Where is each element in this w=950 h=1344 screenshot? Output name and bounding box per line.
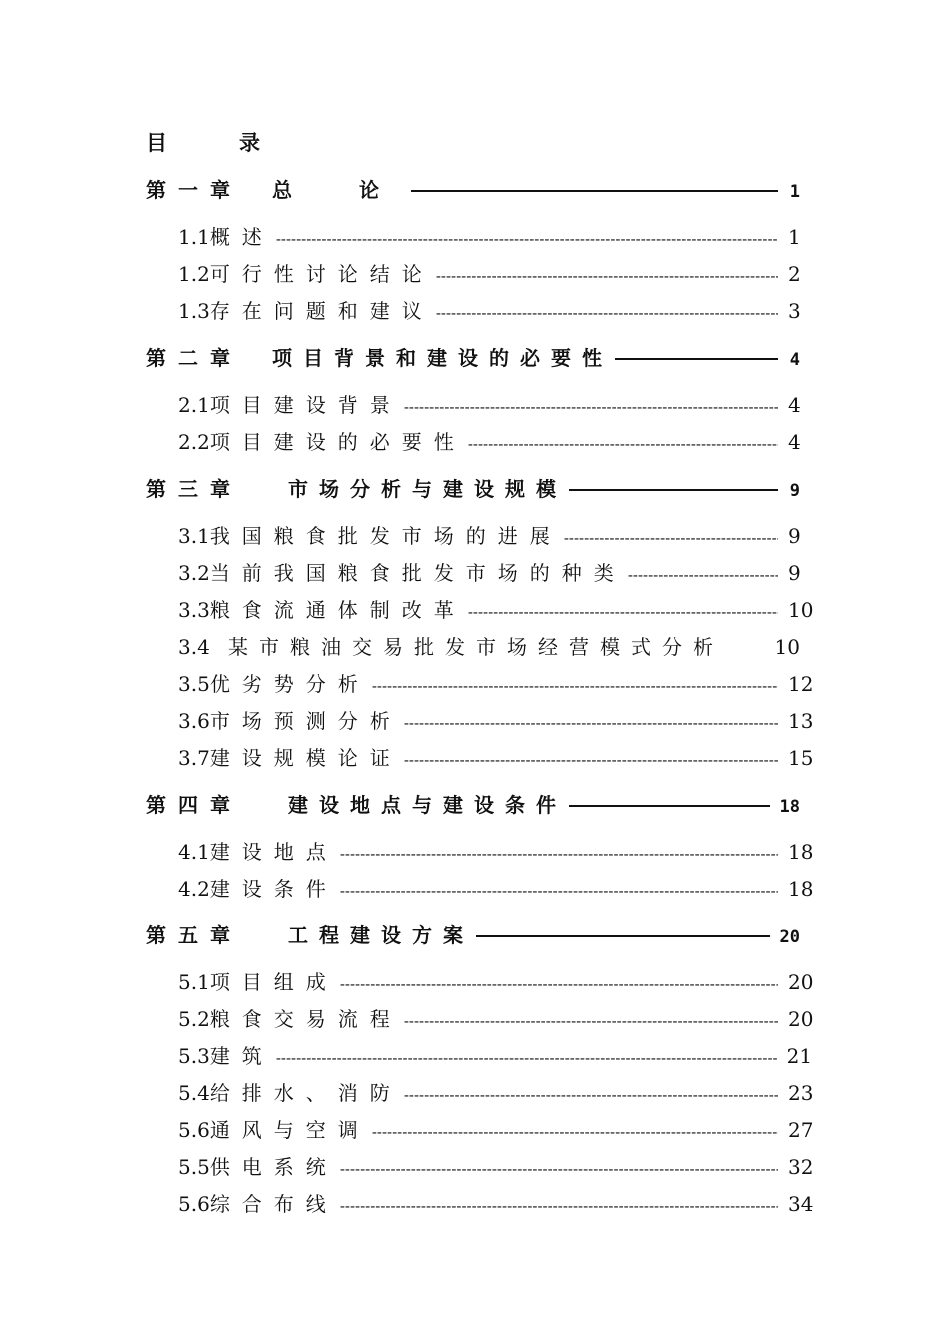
page-number: 2 (788, 262, 801, 286)
leader-line (476, 935, 770, 937)
section-number: 3.2 (178, 561, 210, 585)
section-number: 2.2 (178, 430, 210, 454)
toc-section-3-6[interactable] (178, 706, 814, 736)
toc-section-5-6[interactable] (178, 1189, 814, 1219)
leader-dots (436, 259, 778, 291)
chapter-label: 第一章 (146, 178, 242, 202)
page-number: 10 (774, 635, 800, 659)
page-number: 20 (788, 970, 814, 994)
section-number: 5.3 (178, 1044, 210, 1068)
page-number: 9 (789, 481, 800, 501)
page-number: 32 (788, 1155, 814, 1179)
section-title: 粮食交易流程 (209, 1007, 402, 1031)
toc-section-3-7[interactable] (178, 743, 814, 773)
leader-dots (404, 743, 778, 775)
toc-section-3-4[interactable] (178, 632, 800, 662)
page-number: 12 (788, 672, 814, 696)
leader-dots (468, 427, 778, 459)
toc-section-1-1[interactable] (178, 222, 800, 252)
leader-dots (404, 1004, 778, 1036)
chapter-title: 项目背景和建设的必要性 (272, 346, 613, 370)
leader-line (569, 489, 778, 491)
leader-dots (340, 874, 778, 906)
toc-chapter-4[interactable] (146, 790, 800, 820)
section-title: 存在问题和建议 (209, 299, 434, 323)
chapter-title: 建设地点与建设条件 (288, 793, 567, 817)
leader-dots (372, 669, 778, 701)
section-number: 3.4 (178, 635, 210, 659)
toc-chapter-1[interactable] (146, 175, 800, 205)
section-number: 4.1 (178, 840, 210, 864)
chapter-label: 第二章 (146, 346, 242, 370)
leader-dots (276, 1041, 777, 1073)
toc-section-5-1[interactable] (178, 967, 814, 997)
toc-section-5-5b[interactable] (178, 1152, 814, 1182)
toc-section-3-3[interactable] (178, 595, 814, 625)
section-number: 5.6 (178, 1118, 210, 1142)
section-title: 建筑 (209, 1044, 274, 1068)
toc-section-3-5[interactable] (178, 669, 814, 699)
page-number: 20 (788, 1007, 814, 1031)
leader-dots (628, 558, 778, 590)
page-number: 18 (788, 877, 814, 901)
page-number: 1 (788, 225, 801, 249)
leader-dots (276, 222, 778, 254)
toc-chapter-5[interactable] (146, 920, 800, 950)
section-title: 给排水、消防 (209, 1081, 402, 1105)
leader-line (569, 805, 770, 807)
toc-section-2-1[interactable] (178, 390, 800, 420)
section-title: 我国粮食批发市场的进展 (209, 524, 562, 548)
section-title: 粮食流通体制改革 (209, 598, 466, 622)
section-number: 2.1 (178, 393, 210, 417)
section-title: 当前我国粮食批发市场的种类 (209, 561, 626, 585)
leader-dots (468, 595, 778, 627)
toc-section-2-2[interactable] (178, 427, 800, 457)
section-title: 供电系统 (209, 1155, 338, 1179)
chapter-title: 市场分析与建设规模 (288, 477, 567, 501)
leader-line (411, 190, 778, 192)
section-number: 5.2 (178, 1007, 210, 1031)
leader-dots (340, 837, 778, 869)
toc-chapter-2[interactable] (146, 343, 800, 373)
section-number: 3.6 (178, 709, 210, 733)
chapter-title: 总 论 (272, 178, 409, 202)
section-title: 项目建设背景 (209, 393, 402, 417)
leader-dots (340, 1152, 778, 1184)
toc-section-3-2[interactable] (178, 558, 800, 588)
page-number: 23 (788, 1081, 814, 1105)
leader-dots (372, 1115, 778, 1147)
page-number: 4 (789, 350, 800, 370)
section-title: 项目建设的必要性 (209, 430, 466, 454)
section-number: 1.1 (178, 225, 210, 249)
leader-dots (340, 967, 778, 999)
chapter-label: 第三章 (146, 477, 242, 501)
page-number: 15 (788, 746, 814, 770)
section-title: 优劣势分析 (209, 672, 370, 696)
page-number: 4 (788, 430, 801, 454)
section-number: 3.1 (178, 524, 210, 548)
leader-dots (436, 296, 778, 328)
section-title: 综合布线 (209, 1192, 338, 1216)
section-number: 5.1 (178, 970, 210, 994)
leader-line (615, 358, 778, 360)
chapter-title: 工程建设方案 (288, 923, 474, 947)
leader-dots (404, 1078, 778, 1110)
toc-section-1-3[interactable] (178, 296, 800, 326)
leader-dots (564, 521, 778, 553)
toc-title: 目录 (146, 130, 332, 155)
leader-dots (404, 706, 778, 738)
page-number: 1 (789, 182, 800, 202)
section-title: 概述 (209, 225, 274, 249)
toc-section-4-2[interactable] (178, 874, 814, 904)
toc-section-5-2[interactable] (178, 1004, 814, 1034)
section-number: 4.2 (178, 877, 210, 901)
chapter-label: 第四章 (146, 793, 242, 817)
section-number: 1.3 (178, 299, 210, 323)
section-number: 5.6 (178, 1192, 210, 1216)
page-number: 21 (786, 1044, 813, 1068)
section-number: 1.2 (178, 262, 210, 286)
section-title: 建设地点 (209, 840, 338, 864)
page-number: 13 (788, 709, 814, 733)
page-number: 4 (788, 393, 801, 417)
section-number: 3.5 (178, 672, 210, 696)
toc-section-4-1[interactable] (178, 837, 814, 867)
section-title: 某市粮油交易批发市场经营模式分析 (228, 635, 724, 659)
section-title: 项目组成 (209, 970, 338, 994)
page-number: 34 (788, 1192, 814, 1216)
toc-section-5-3[interactable] (178, 1041, 813, 1071)
section-number: 5.5 (178, 1155, 210, 1179)
section-title: 市场预测分析 (209, 709, 402, 733)
section-number: 3.7 (178, 746, 210, 770)
section-title: 可行性讨论结论 (209, 262, 434, 286)
chapter-label: 第五章 (146, 923, 242, 947)
page-number: 9 (788, 561, 801, 585)
toc-section-3-1[interactable] (178, 521, 800, 551)
page-number: 18 (779, 797, 800, 817)
page-number: 27 (788, 1118, 814, 1142)
section-title: 建设规模论证 (209, 746, 402, 770)
section-number: 5.4 (178, 1081, 210, 1105)
section-title: 通风与空调 (209, 1118, 370, 1142)
page-number: 20 (779, 927, 800, 947)
leader-dots (340, 1189, 778, 1221)
page-number: 10 (788, 598, 814, 622)
page-number: 3 (788, 299, 801, 323)
toc-section-1-2[interactable] (178, 259, 800, 289)
page-number: 9 (788, 524, 801, 548)
page-number: 18 (788, 840, 814, 864)
section-title: 建设条件 (209, 877, 338, 901)
leader-dots (404, 390, 778, 422)
section-number: 3.3 (178, 598, 210, 622)
toc-section-5-5a[interactable] (178, 1115, 814, 1145)
toc-chapter-3[interactable] (146, 474, 800, 504)
toc-section-5-4[interactable] (178, 1078, 814, 1108)
